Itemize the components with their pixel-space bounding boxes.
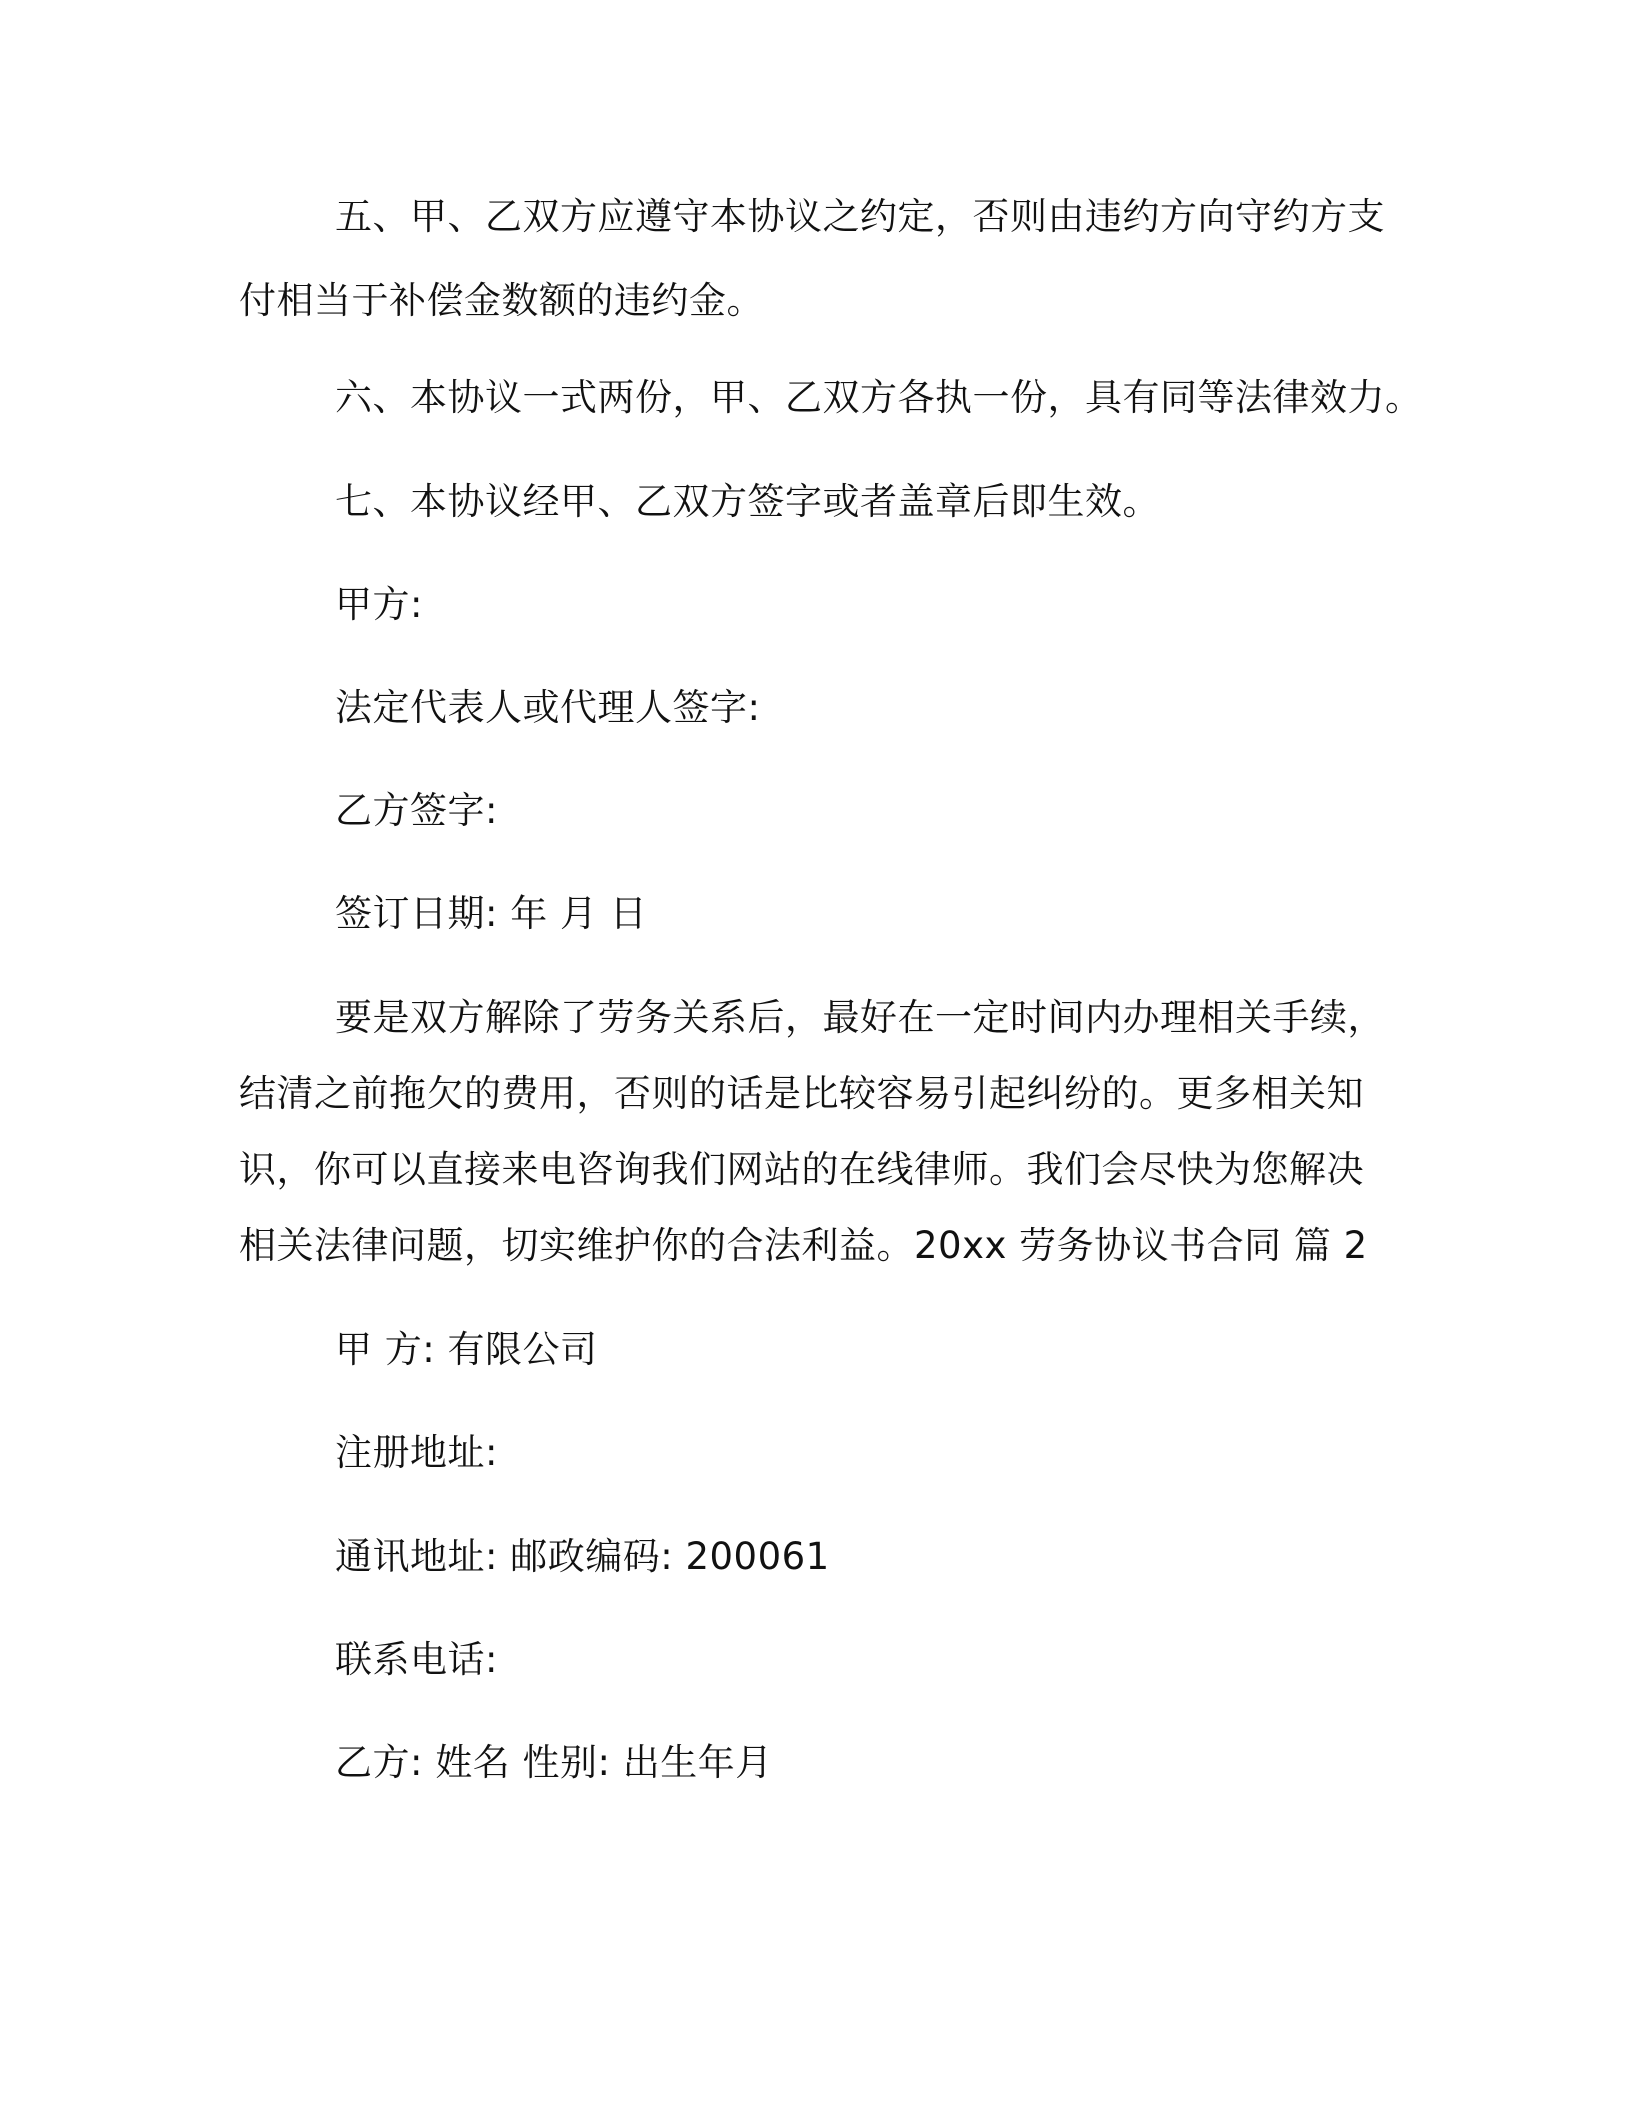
note-line-2: 结清之前拖欠的费用，否则的话是比较容易引起纠纷的。更多相关知: [239, 1072, 1364, 1115]
clause-5-line-2: 付相当于补偿金数额的违约金。: [239, 279, 764, 322]
note-line-4: 相关法律问题，切实维护你的合法利益。20xx 劳务协议书合同 篇 2: [239, 1224, 1368, 1267]
note-line-1: 要是双方解除了劳务关系后，最好在一定时间内办理相关手续，: [335, 996, 1385, 1039]
clause-5: [0, 197, 1632, 365]
contract2-mail-address: 通讯地址: 邮政编码: 200061: [335, 1535, 830, 1578]
party-a-label: 甲方:: [335, 583, 423, 626]
sign-date-label: 签订日期: 年 月 日: [335, 892, 648, 935]
contract2-phone: 联系电话:: [335, 1638, 498, 1681]
clause-5-line-1: 五、甲、乙双方应遵守本协议之约定，否则由违约方向守约方支: [335, 195, 1385, 238]
contract2-party-a: 甲 方: 有限公司: [335, 1328, 598, 1371]
note-line-3: 识，你可以直接来电咨询我们网站的在线律师。我们会尽快为您解决: [239, 1148, 1364, 1191]
contract2-reg-address: 注册地址:: [335, 1431, 498, 1474]
clause-6: 六、本协议一式两份，甲、乙双方各执一份，具有同等法律效力。: [335, 376, 1423, 419]
contract2-party-b: 乙方: 姓名 性别: 出生年月: [335, 1741, 773, 1784]
legal-rep-signature-label: 法定代表人或代理人签字:: [335, 686, 761, 729]
party-b-signature-label: 乙方签字:: [335, 789, 498, 832]
clause-7: 七、本协议经甲、乙双方签字或者盖章后即生效。: [335, 480, 1160, 523]
note-paragraph: [0, 998, 1632, 1310]
